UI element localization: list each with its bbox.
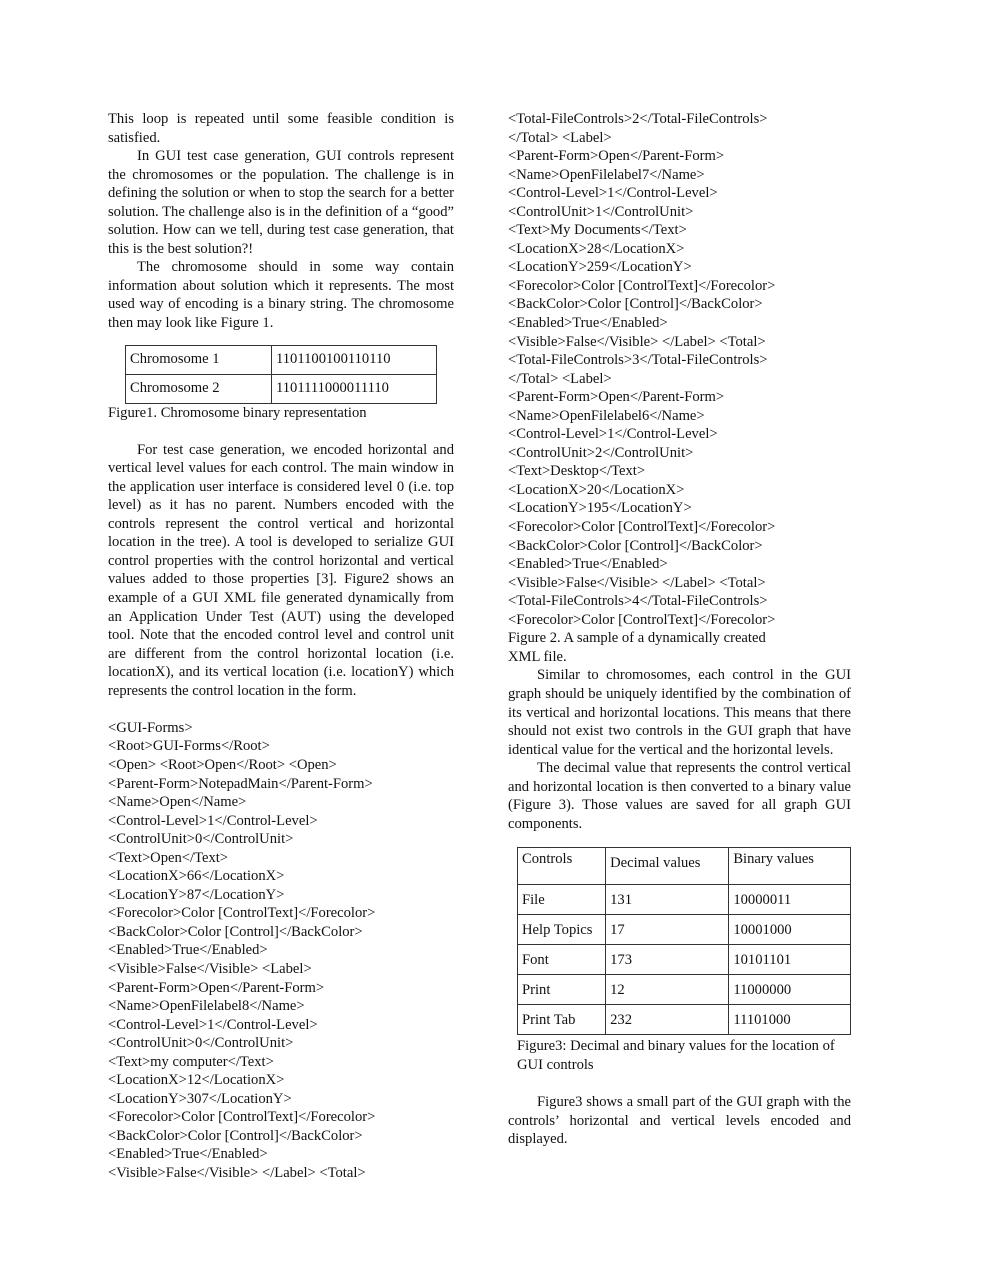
table-header-cell: Controls xyxy=(518,848,606,885)
xml-line: <LocationX>20</LocationX> xyxy=(508,481,685,498)
table-cell: Print xyxy=(518,975,606,1005)
xml-line: <LocationX>66</LocationX> xyxy=(108,868,285,885)
xml-line: <Parent-Form>Open</Parent-Form> xyxy=(508,389,725,406)
xml-line: <Open> <Root>Open</Root> <Open> xyxy=(108,756,337,773)
xml-line: <Control-Level>1</Control-Level> xyxy=(108,812,318,829)
figure1-caption: Figure1. Chromosome binary representation xyxy=(108,404,367,421)
xml-line: <Visible>False</Visible> </Label> <Total> xyxy=(508,574,766,591)
table-row xyxy=(518,1005,851,1035)
table-row xyxy=(518,885,851,915)
xml-line: <LocationY>259</LocationY> xyxy=(508,259,692,276)
table-row xyxy=(126,374,437,403)
table-cell: Print Tab xyxy=(518,1005,606,1035)
table-header-row xyxy=(518,848,851,885)
table-cell: 131 xyxy=(606,885,729,915)
paragraph-gui-test-generation: In GUI test case generation, GUI controls represent the chromosomes or the population. The challenge is in defining the solution or when to stop the search for a better solution. The challenge also is in the definition of a “good” solution. How can we tell, during test case generation, that this is the best solution?! xyxy=(108,148,454,257)
left-column xyxy=(108,110,454,1183)
xml-line: <Parent-Form>NotepadMain</Parent-Form> xyxy=(108,775,373,792)
table-cell: Chromosome 1 xyxy=(126,345,272,374)
xml-line: <BackColor>Color [Control]</BackColor> xyxy=(508,537,763,554)
xml-line: <Name>Open</Name> xyxy=(108,794,247,811)
table-row xyxy=(518,915,851,945)
right-column xyxy=(508,110,851,1149)
table-row xyxy=(518,975,851,1005)
figure1-table xyxy=(125,345,437,404)
table-cell: 10000011 xyxy=(729,885,851,915)
xml-line: <GUI-Forms> xyxy=(108,719,193,736)
paragraph-chromosome-encoding: The chromosome should in some way contain information about solution which it represents. The most used way of encoding is a binary string. The chromosome then may look like Figure 1. xyxy=(108,259,454,332)
xml-line: <Forecolor>Color [ControlText]</Forecolor> xyxy=(508,519,776,536)
xml-line: <Name>OpenFilelabel7</Name> xyxy=(508,166,705,183)
xml-line: <Text>Open</Text> xyxy=(108,849,229,866)
paragraph-unique-identification: Similar to chromosomes, each control in the GUI graph should be uniquely identified by the combination of its vertical and horizontal locations. This means that there should not exist two controls in the GUI graph that have identical value for the vertical and the horizontal levels. xyxy=(508,667,851,758)
xml-line: <Visible>False</Visible> </Label> <Total> xyxy=(508,333,766,350)
figure3-caption: Figure3: Decimal and binary values for the location of GUI controls xyxy=(517,1038,835,1073)
table-cell: 11101000 xyxy=(729,1005,851,1035)
xml-line: <Control-Level>1</Control-Level> xyxy=(508,426,718,443)
xml-line: <Forecolor>Color [ControlText]</Forecolor> xyxy=(508,277,776,294)
table-cell: 232 xyxy=(606,1005,729,1035)
table-cell: 17 xyxy=(606,915,729,945)
table-cell: 10101101 xyxy=(729,945,851,975)
xml-line: <BackColor>Color [Control]</BackColor> xyxy=(108,923,363,940)
figure3-table xyxy=(517,847,851,1035)
table-cell: 11000000 xyxy=(729,975,851,1005)
xml-line: <LocationY>307</LocationY> xyxy=(108,1090,292,1107)
table-cell: Font xyxy=(518,945,606,975)
xml-line: <ControlUnit>0</ControlUnit> xyxy=(108,831,294,848)
xml-line: <Visible>False</Visible> <Label> xyxy=(108,960,312,977)
xml-line: <Enabled>True</Enabled> xyxy=(508,556,668,573)
xml-line: <Control-Level>1</Control-Level> xyxy=(108,1016,318,1033)
xml-line: </Total> <Label> xyxy=(508,370,612,387)
xml-line: </Total> <Label> xyxy=(508,129,612,146)
table-cell: Help Topics xyxy=(518,915,606,945)
xml-line: <BackColor>Color [Control]</BackColor> xyxy=(108,1127,363,1144)
xml-line: <LocationX>12</LocationX> xyxy=(108,1072,285,1089)
xml-line: <Total-FileControls>3</Total-FileControls> xyxy=(508,352,768,369)
table-cell: 1101100100110110 xyxy=(272,345,437,374)
table-row xyxy=(126,345,437,374)
xml-line: <ControlUnit>1</ControlUnit> xyxy=(508,203,694,220)
paragraph-figure3-description: Figure3 shows a small part of the GUI graph with the controls’ horizontal and vertical levels encoded and displayed. xyxy=(508,1093,851,1148)
table-cell: Chromosome 2 xyxy=(126,374,272,403)
table-cell: 10001000 xyxy=(729,915,851,945)
xml-line: <Total-FileControls>2</Total-FileControls> xyxy=(508,111,768,127)
xml-line: <Enabled>True</Enabled> xyxy=(108,1146,268,1163)
xml-line: <Forecolor>Color [ControlText]</Forecolor> xyxy=(108,905,376,922)
xml-line: <LocationY>87</LocationY> xyxy=(108,886,285,903)
table-cell: 1101111000011110 xyxy=(272,374,437,403)
xml-listing-right xyxy=(508,110,851,629)
xml-line: <Text>My Documents</Text> xyxy=(508,222,687,239)
xml-line: <Forecolor>Color [ControlText]</Forecolor> xyxy=(108,1109,376,1126)
table-cell: File xyxy=(518,885,606,915)
xml-line: <ControlUnit>0</ControlUnit> xyxy=(108,1035,294,1052)
xml-listing-left xyxy=(108,719,454,1183)
paragraph-loop: This loop is repeated until some feasible condition is satisfied. xyxy=(108,111,454,146)
xml-line: <Parent-Form>Open</Parent-Form> xyxy=(108,979,325,996)
xml-line: <LocationX>28</LocationX> xyxy=(508,240,685,257)
xml-line: <Name>OpenFilelabel6</Name> xyxy=(508,407,705,424)
paragraph-binary-conversion: The decimal value that represents the control vertical and horizontal location is then converted to a binary value (Figure 3). Those values are saved for all graph GUI components. xyxy=(508,760,851,832)
xml-line: <Forecolor>Color [ControlText]</Forecolor> xyxy=(508,611,776,628)
xml-line: <ControlUnit>2</ControlUnit> xyxy=(508,444,694,461)
xml-line: <Control-Level>1</Control-Level> xyxy=(508,185,718,202)
xml-line: <Text>my computer</Text> xyxy=(108,1053,274,1070)
xml-line: <Text>Desktop</Text> xyxy=(508,463,646,480)
xml-line: <Total-FileControls>4</Total-FileControls> xyxy=(508,593,768,610)
paragraph-test-case-encoding: For test case generation, we encoded horizontal and vertical level values for each control. The main window in the application user interface is considered level 0 (i.e. top level) as it has no parent. Numbers encoded with the controls represent the control vertical and horizontal location in the tree). A tool is developed to serialize GUI control properties with the control horizontal and vertical values added to those properties [3]. Figure2 shows an example of a GUI XML file generated dynamically from an Application Under Test (AUT) using the developed tool. Note that the encoded control level and control unit are different from the control horizontal location (i.e. locationX), and its vertical location (i.e. locationY) which represents the control location in the form. xyxy=(108,441,454,699)
table-cell: 173 xyxy=(606,945,729,975)
xml-line: <Root>GUI-Forms</Root> xyxy=(108,738,270,755)
table-cell: 12 xyxy=(606,975,729,1005)
xml-line: <Enabled>True</Enabled> xyxy=(108,942,268,959)
figure2-caption-line2: XML file. xyxy=(508,648,567,665)
xml-line: <Name>OpenFilelabel8</Name> xyxy=(108,998,305,1015)
figure2-caption-line1: Figure 2. A sample of a dynamically created xyxy=(508,630,766,647)
table-header-cell: Decimal values xyxy=(606,848,729,885)
xml-line: <Visible>False</Visible> </Label> <Total> xyxy=(108,1164,366,1181)
xml-line: <LocationY>195</LocationY> xyxy=(508,500,692,517)
xml-line: <Enabled>True</Enabled> xyxy=(508,315,668,332)
table-row xyxy=(518,945,851,975)
xml-line: <Parent-Form>Open</Parent-Form> xyxy=(508,148,725,165)
xml-line: <BackColor>Color [Control]</BackColor> xyxy=(508,296,763,313)
table-header-cell: Binary values xyxy=(729,848,851,885)
